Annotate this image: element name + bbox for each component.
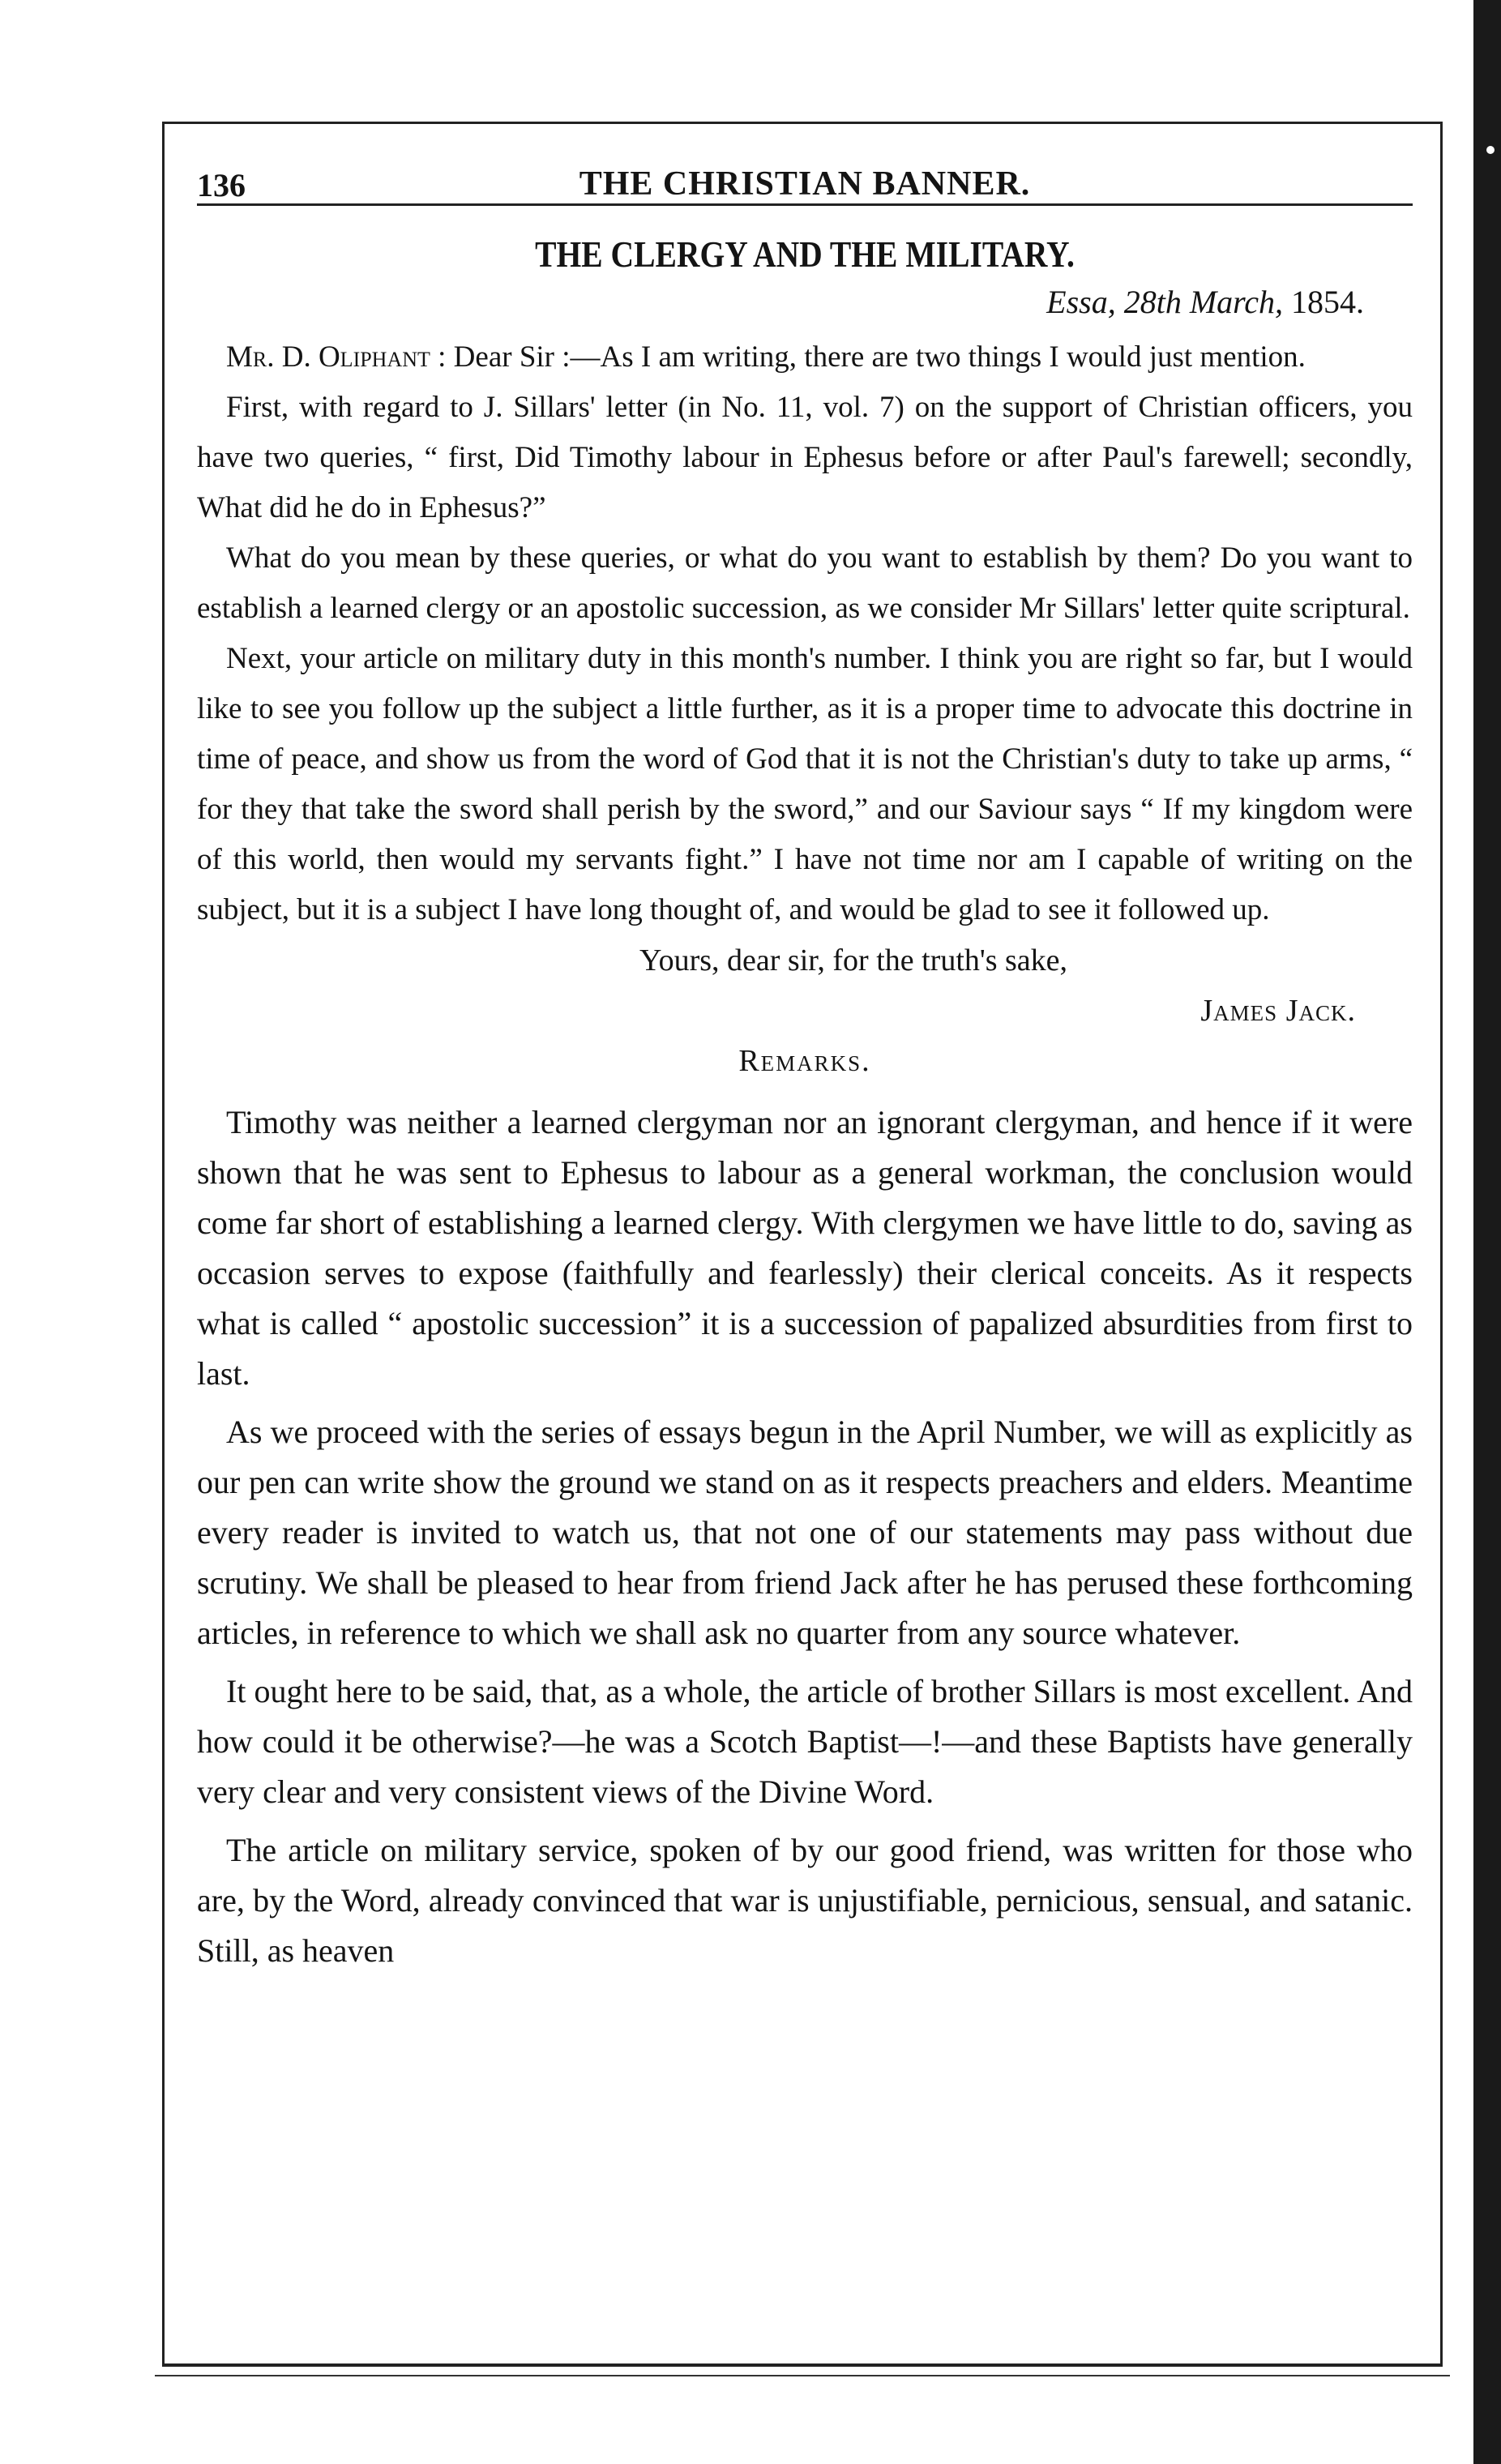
dateline bbox=[197, 279, 1413, 326]
remarks-paragraph: It ought here to be said, that, as a whole, the article of brother Sillars is most excellent. And how could it be otherwise?—he was a Scotch Baptist—!—and these Baptists have generally very clear and very consistent views of the Divine Word. bbox=[197, 1673, 1413, 1810]
dateline-day: 28th March, bbox=[1123, 284, 1283, 320]
remarks-paragraph: The article on military service, spoken of by our good friend, was written for those who are, by the Word, already convinced that war is unjustifiable, pernicious, sensual, and satanic. Still, as heaven bbox=[197, 1832, 1413, 1969]
salutation-name: Mr. D. Oliphant bbox=[226, 340, 430, 374]
dateline-place: Essa, bbox=[1046, 284, 1116, 320]
letter-body bbox=[197, 332, 1413, 935]
remarks-heading: Remarks. bbox=[738, 1044, 871, 1078]
scan-edge bbox=[1473, 0, 1501, 2464]
scan-edge-mark bbox=[1486, 146, 1495, 154]
page-number: 136 bbox=[197, 167, 246, 203]
remarks-paragraph: As we proceed with the series of essays begun in the April Number, we will as explicitly as our pen can write show the ground we stand on as it respects preachers and elders. Meantime every reader is invited to watch us, that not one of our statements may pass without due scrutiny. We shall be pleased to hear from friend Jack after he has perused these forthcoming articles, in reference to which we shall ask no quarter from any source whatever. bbox=[197, 1414, 1413, 1651]
dateline-year: 1854. bbox=[1291, 284, 1364, 320]
letter-signature: James Jack. bbox=[1200, 994, 1356, 1028]
journal-title: THE CHRISTIAN BANNER. bbox=[579, 165, 1031, 203]
remarks-body bbox=[197, 1097, 1413, 1976]
salutation bbox=[197, 332, 1413, 383]
letter-closing: Yours, dear sir, for the truth's sake, bbox=[639, 943, 1068, 977]
running-head bbox=[197, 124, 1413, 206]
salutation-text: : Dear Sir :—As I am writing, there are two things I would just mention. bbox=[438, 340, 1306, 374]
letter-paragraph: What do you mean by these queries, or what do you want to establish by them? Do you want to establish a learned clergy or an apostolic succession, as we consider Mr Sillars' letter quite scriptural. bbox=[197, 541, 1413, 625]
letter-paragraph: First, with regard to J. Sillars' letter (in No. 11, vol. 7) on the support of Christian officers, you have two queries, “ first, Did Timothy labour in Ephesus before or after Paul's farewell; secondly, What did he do in Ephesus?” bbox=[197, 391, 1413, 524]
letter-paragraph: Next, your article on military duty in this month's number. I think you are right so far, but I would like to see you follow up the subject a little further, as it is a proper time to advocate this doctrine in time of peace, and show us from the word of God that it is not the Christian's duty to take up arms, “ for they that take the sword shall perish by the sword,” and our Saviour says “ If my kingdom were of this world, then would my servants fight.” I have not time nor am I capable of writing on the subject, but it is a subject I have long thought of, and would be glad to see it followed up. bbox=[197, 642, 1413, 926]
article-title: THE CLERGY AND THE MILITARY. bbox=[535, 233, 1075, 275]
remarks-paragraph: Timothy was neither a learned clergyman nor an ignorant clergyman, and hence if it were shown that he was sent to Ephesus to labour as a general workman, the conclusion would come far short of establishing a learned clergy. With clergymen we have little to do, saving as occasion serves to expose (faithfully and fearlessly) their clerical conceits. As it respects what is called “ apostolic succession” it is a succession of papalized absurdities from first to last. bbox=[197, 1104, 1413, 1392]
page bbox=[162, 122, 1443, 2367]
